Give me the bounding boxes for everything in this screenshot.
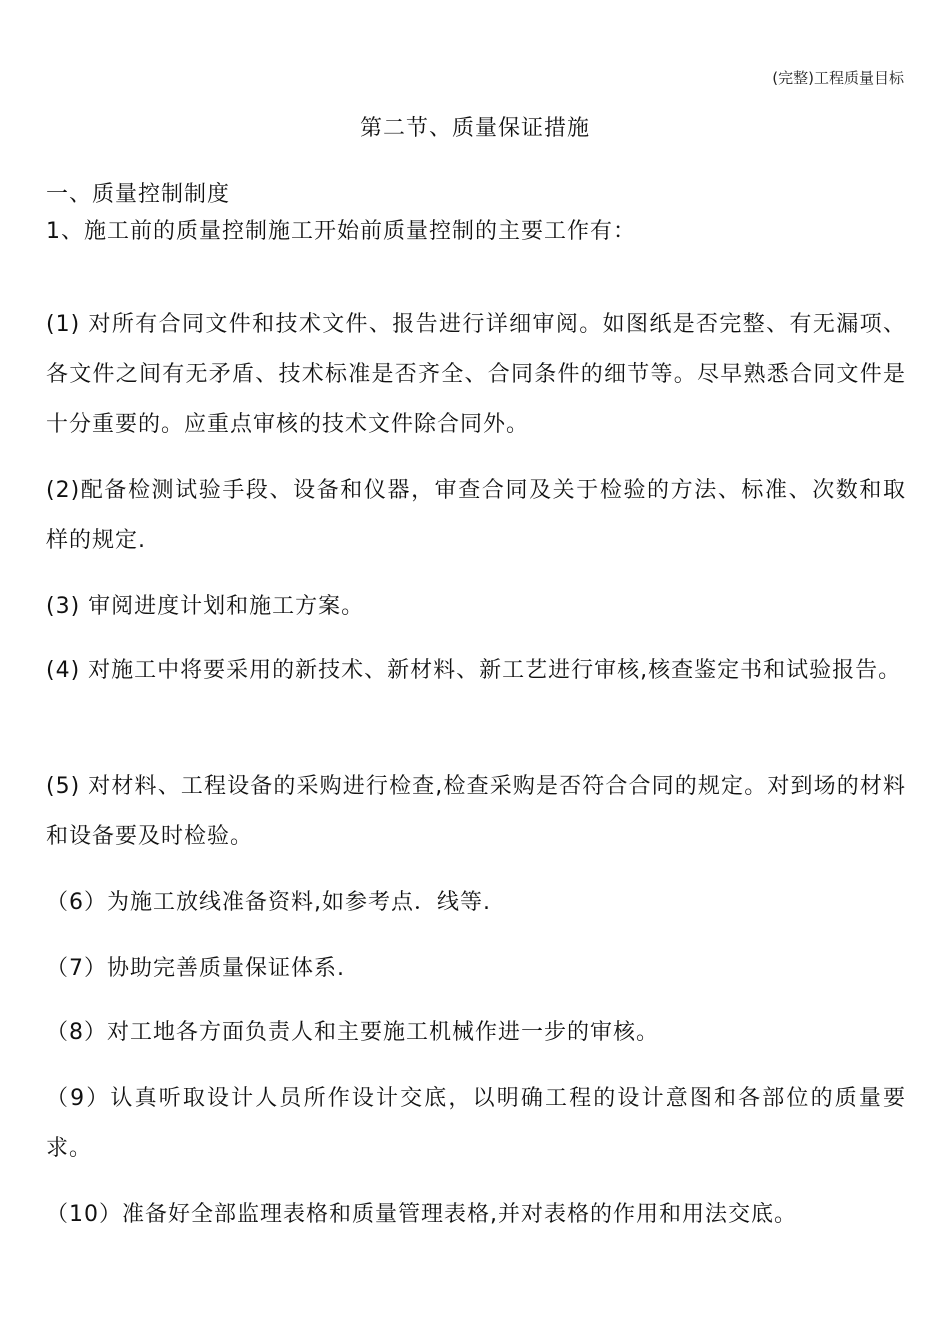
list-item-8: （8）对工地各方面负责人和主要施工机械作进一步的审核。	[46, 1020, 659, 1045]
list-item-7: （7）协助完善质量保证体系.	[46, 956, 345, 981]
section-heading: 一、质量控制制度	[46, 182, 231, 207]
sub-heading: 1、施工前的质量控制施工开始前质量控制的主要工作有：	[46, 219, 636, 244]
running-header: (完整)工程质量目标	[772, 69, 904, 87]
page-title: 第二节、质量保证措施	[359, 116, 590, 141]
list-item-3: (3) 审阅进度计划和施工方案。	[46, 594, 365, 619]
list-item-1: (1) 对所有合同文件和技术文件、报告进行详细审阅。如图纸是否完整、有无漏项、各文件之间有无矛盾、技术标准是否齐全、合同条件的细节等。尽早熟悉合同文件是十分重要的。应重点审核的技术文件除合同外。	[46, 312, 906, 437]
list-item-6: （6）为施工放线准备资料,如参考点．线等.	[46, 890, 491, 915]
list-item-4: (4) 对施工中将要采用的新技术、新材料、新工艺进行审核,核查鉴定书和试验报告。	[46, 658, 902, 683]
list-item-2: (2)配备检测试验手段、设备和仪器，审查合同及关于检验的方法、标准、次数和取样的规定.	[46, 478, 906, 553]
list-item-10: （10）准备好全部监理表格和质量管理表格,并对表格的作用和用法交底。	[46, 1202, 797, 1227]
list-item-5: (5) 对材料、工程设备的采购进行检查,检查采购是否符合合同的规定。对到场的材料和设备要及时检验。	[46, 774, 906, 849]
list-item-9: （9）认真听取设计人员所作设计交底，以明确工程的设计意图和各部位的质量要求。	[46, 1086, 906, 1161]
